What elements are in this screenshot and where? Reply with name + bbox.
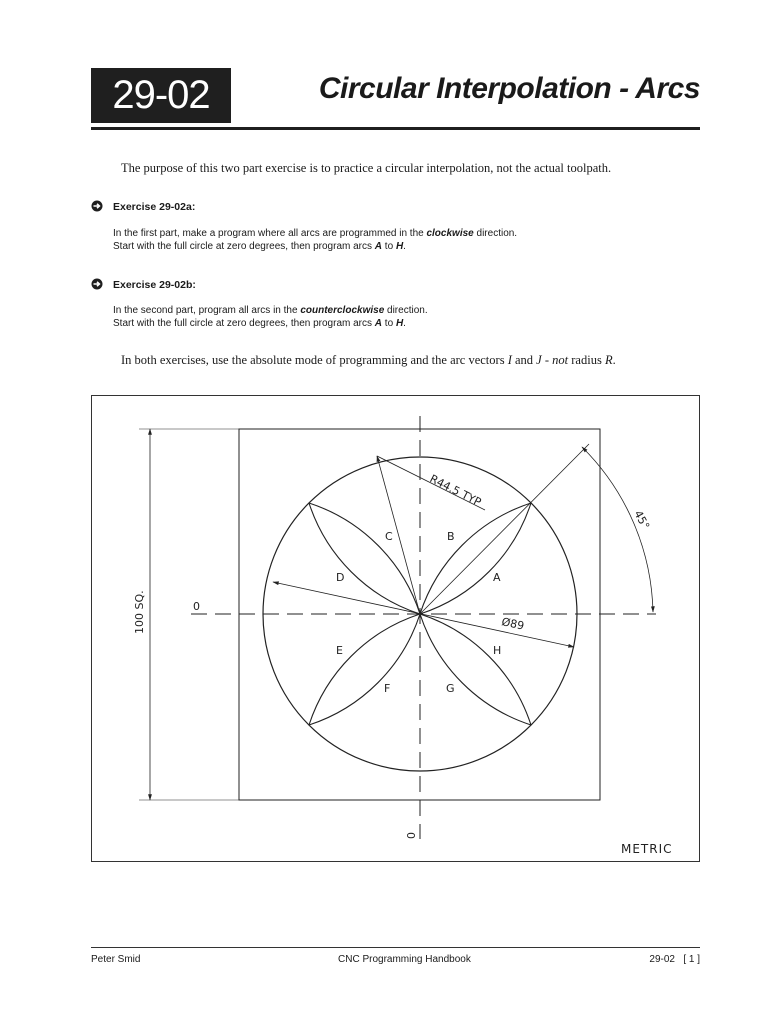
exercise-number-badge bbox=[91, 68, 231, 123]
zero-y-label: 0 bbox=[405, 832, 418, 839]
diagonal-extension-line bbox=[420, 444, 589, 614]
arc-d bbox=[309, 503, 420, 614]
exercise-a-heading: Exercise 29-02a: bbox=[113, 201, 196, 213]
exercise-b-line-2: Start with the full circle at zero degrees, then program arcs A to H. bbox=[113, 318, 406, 329]
arrow-bullet-icon bbox=[91, 278, 103, 290]
exercise-b-line-1: In the second part, program all arcs in the counterclockwise direction. bbox=[113, 305, 428, 316]
arc-label-h: H bbox=[493, 644, 502, 657]
zero-x-label: 0 bbox=[193, 600, 200, 613]
exercise-a-line-1: In the first part, make a program where all arcs are programmed in the clockwise direction. bbox=[113, 228, 518, 239]
arc-drawing bbox=[92, 396, 699, 861]
footer-author: Peter Smid bbox=[91, 954, 141, 965]
page-title: Circular Interpolation - Arcs bbox=[318, 72, 700, 105]
arc-label-f: F bbox=[384, 682, 391, 695]
diameter-label: Ø89 bbox=[500, 615, 526, 633]
footer-book: CNC Programming Handbook bbox=[338, 954, 471, 965]
arc-label-b: B bbox=[447, 530, 455, 543]
exercise-b-body bbox=[113, 304, 428, 330]
arc-c bbox=[309, 503, 420, 614]
arrow-bullet-icon bbox=[91, 200, 103, 212]
exercise-a-line-2: Start with the full circle at zero degrees, then program arcs A to H. bbox=[113, 241, 406, 252]
dimension-100-label: 100 SQ. bbox=[133, 590, 146, 634]
drawing-frame bbox=[91, 395, 700, 862]
arc-label-a: A bbox=[493, 571, 501, 584]
angle-label: 45° bbox=[631, 508, 652, 532]
exercise-number: 29-02 bbox=[112, 73, 210, 117]
both-exercises-note: In both exercises, use the absolute mode of programming and the arc vectors I and J - not radius R. bbox=[121, 353, 616, 367]
exercise-b-heading: Exercise 29-02b: bbox=[113, 279, 196, 291]
arc-label-g: G bbox=[446, 682, 455, 695]
arc-label-e: E bbox=[336, 644, 343, 657]
arc-e bbox=[309, 614, 420, 725]
arc-label-c: C bbox=[385, 530, 393, 543]
footer-rule bbox=[91, 947, 700, 948]
unit-label: METRIC bbox=[621, 842, 673, 856]
arc-f bbox=[309, 614, 420, 725]
header-rule bbox=[91, 127, 700, 130]
radius-leader bbox=[377, 456, 420, 614]
exercise-a-body bbox=[113, 227, 517, 253]
radius-label: R44.5 TYP bbox=[427, 472, 484, 509]
intro-text: The purpose of this two part exercise is to practice a circular interpolation, not the actual toolpath. bbox=[121, 161, 612, 175]
footer-page: 29-02 [ 1 ] bbox=[649, 954, 700, 965]
arc-label-d: D bbox=[336, 571, 345, 584]
